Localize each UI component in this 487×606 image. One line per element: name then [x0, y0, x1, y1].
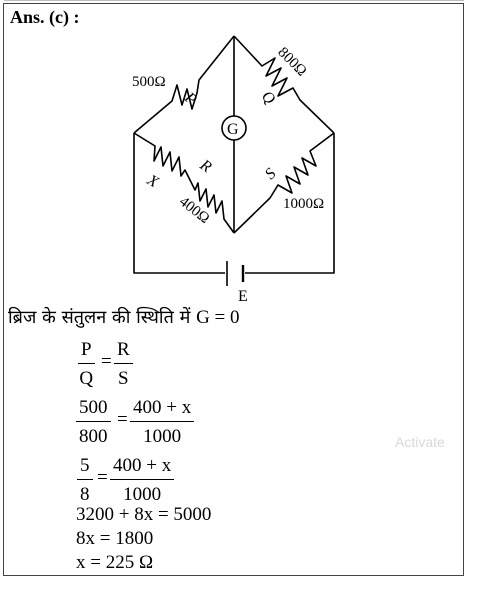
numerator: 400 + x	[130, 398, 194, 422]
denominator: 1000	[123, 484, 162, 505]
numerator: 500	[76, 398, 111, 422]
denominator: 800	[79, 426, 108, 447]
equals-sign: =	[97, 467, 108, 488]
label-Q: Q	[258, 87, 279, 109]
fraction-400x-over-1000	[110, 456, 174, 504]
label-P: P	[181, 89, 200, 109]
numerator: P	[78, 340, 95, 364]
resistor-S	[234, 133, 334, 233]
label-500-ohm: 500Ω	[132, 74, 166, 90]
numerator: 400 + x	[110, 456, 174, 480]
step-line-3: x = 225 Ω	[76, 552, 154, 573]
label-S: S	[261, 165, 280, 183]
condition-text: ब्रिज के संतुलन की स्थिति में	[8, 307, 191, 328]
step-line-2: 8x = 1800	[76, 528, 154, 549]
label-400-ohm: 400Ω	[175, 193, 213, 228]
label-E: E	[238, 288, 248, 305]
condition-equation: G = 0	[196, 307, 240, 328]
fraction-500-over-800	[76, 398, 111, 446]
balance-condition	[8, 305, 240, 329]
denominator: Q	[79, 368, 94, 389]
fraction-400x-over-1000	[130, 398, 194, 446]
denominator: S	[118, 368, 129, 389]
fraction-5-over-8	[77, 456, 93, 504]
fraction-P-over-Q	[78, 340, 95, 388]
label-R: R	[196, 156, 215, 177]
answer-label: Ans. (c) :	[10, 7, 80, 27]
label-G: G	[227, 121, 239, 138]
equals-sign: =	[117, 409, 128, 430]
denominator: 1000	[143, 426, 182, 447]
fraction-R-over-S	[114, 340, 133, 388]
label-800-ohm: 800Ω	[274, 44, 310, 80]
denominator: 8	[80, 484, 90, 505]
label-1000-ohm: 1000Ω	[283, 196, 325, 212]
step-line-1: 3200 + 8x = 5000	[76, 504, 212, 525]
numerator: R	[114, 340, 133, 364]
numerator: 5	[77, 456, 93, 480]
activation-watermark: Activate	[395, 434, 445, 450]
equals-sign: =	[101, 351, 112, 372]
label-X: X	[144, 171, 162, 192]
